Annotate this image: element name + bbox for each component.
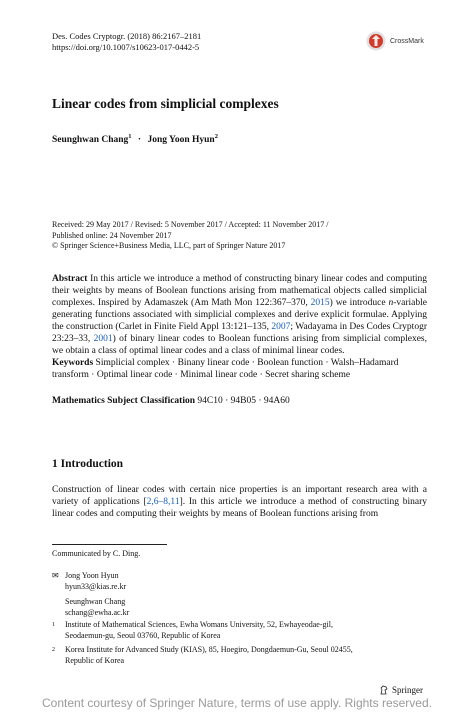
crossmark-icon — [366, 31, 386, 51]
citation-link[interactable]: 2015 — [310, 298, 330, 308]
abstract-text: ; Wadayama in Des Codes Cryptogr 23:23–33, — [52, 322, 427, 344]
paper-title: Linear codes from simplicial complexes — [52, 96, 279, 111]
contact-email[interactable]: hyun33@kias.re.kr — [65, 581, 127, 591]
keywords — [52, 357, 427, 381]
abstract-text: ) we introduce — [329, 298, 389, 308]
author-1-affiliation: 1 — [128, 133, 132, 140]
citation-link[interactable]: 2007 — [271, 322, 291, 332]
citation-link[interactable]: 2,6–8,11 — [146, 497, 180, 507]
msc-codes: 94C10 · 94B05 · 94A60 — [197, 396, 290, 406]
springer-horse-icon — [379, 685, 389, 695]
author-separator: · — [137, 135, 142, 146]
doi-line[interactable]: https://doi.org/10.1007/s10623-017-0442-5 — [52, 42, 200, 52]
affiliation-1 — [52, 620, 422, 641]
abstract-text: In this article we introduce a method of constructing binary linear codes and computing their weights by means of Boolean functions arising from mathematical objects called simplicial complexes. Inspired by Adamaszek (Am Math Mon 122:367–370, — [52, 274, 427, 308]
introduction-paragraph — [52, 484, 427, 520]
author-2-name: Seunghwan Chang — [65, 597, 126, 606]
affiliation-text: Korea Institute for Advanced Study (KIAS), 85, Hoegiro, Dongdaemun-Gu, Seoul 02455, — [65, 645, 353, 654]
affiliation-text: Republic of Korea — [65, 655, 125, 665]
abstract-text: -variable generating functions associated with simplicial complexes and derive explicit formulae. Applying the construction (Carlet in Finite Field Appl 13:121–135, — [52, 298, 427, 332]
author-list — [52, 133, 218, 145]
corresponding-contact — [52, 571, 129, 618]
affiliation-text: Institute of Mathematical Sciences, Ewha Womans University, 52, Ewhayeodae-gil, — [65, 620, 333, 629]
author-2-email[interactable]: schang@ewha.ac.kr — [65, 607, 130, 617]
publisher-logo — [379, 685, 423, 695]
history-dates: Received: 29 May 2017 / Revised: 5 November 2017 / Accepted: 11 November 2017 / — [52, 220, 329, 229]
footnote-rule — [52, 544, 167, 545]
courtesy-footer: Content courtesy of Springer Nature, terms of use apply. Rights reserved. — [42, 696, 432, 710]
journal-citation — [52, 31, 201, 53]
abstract — [52, 273, 427, 357]
publisher-name: Springer — [392, 685, 423, 695]
keywords-label: Keywords — [52, 358, 94, 368]
citation-link[interactable]: 2001 — [93, 334, 113, 344]
crossmark-label: CrossMark — [390, 37, 424, 45]
affiliation-text: Seodaemun-gu, Seoul 03760, Republic of Korea — [65, 630, 221, 640]
math-variable: n — [388, 298, 394, 308]
author-2-affiliation: 2 — [214, 133, 218, 140]
crossmark-badge[interactable] — [366, 30, 430, 52]
abstract-text: ) of binary linear codes to Boolean functions arising from simplicial complexes, we obtain a class of optimal linear codes and a class of minimal linear codes. — [52, 334, 427, 356]
history-published: Published online: 24 November 2017 — [52, 230, 172, 240]
affiliation-2 — [52, 645, 422, 666]
author-2: Jong Yoon Hyun — [147, 135, 215, 146]
journal-line: Des. Codes Cryptogr. (2018) 86:2167–2181 — [52, 31, 202, 41]
author-1: Seunghwan Chang — [52, 135, 129, 146]
affiliation-number: 1 — [52, 622, 55, 628]
subject-classification — [52, 395, 427, 407]
body-text: ]. In this article we introduce a method of constructing binary linear codes and computing their weights by means of Boolean functions arising from — [52, 497, 427, 519]
copyright-notice: © Springer Science+Business Media, LLC, part of Springer Nature 2017 — [52, 241, 286, 250]
msc-label: Mathematics Subject Classification — [52, 396, 196, 406]
section-heading: 1 Introduction — [52, 458, 124, 470]
communicated-by: Communicated by C. Ding. — [52, 549, 141, 558]
envelope-icon: ✉ — [52, 571, 59, 580]
keywords-text: Simplicial complex · Binany linear code · Boolean function · Walsh–Hadamard transform · Optimal linear code · Minimal linear code · Secret sharing scheme — [52, 358, 399, 380]
contact-name: Jong Yoon Hyun — [65, 571, 119, 580]
abstract-label: Abstract — [52, 274, 88, 284]
article-history — [52, 220, 427, 252]
body-text: Construction of linear codes with certain nice properties is an important research area with a variety of applications [ — [52, 485, 427, 507]
affiliation-number: 2 — [52, 647, 55, 653]
